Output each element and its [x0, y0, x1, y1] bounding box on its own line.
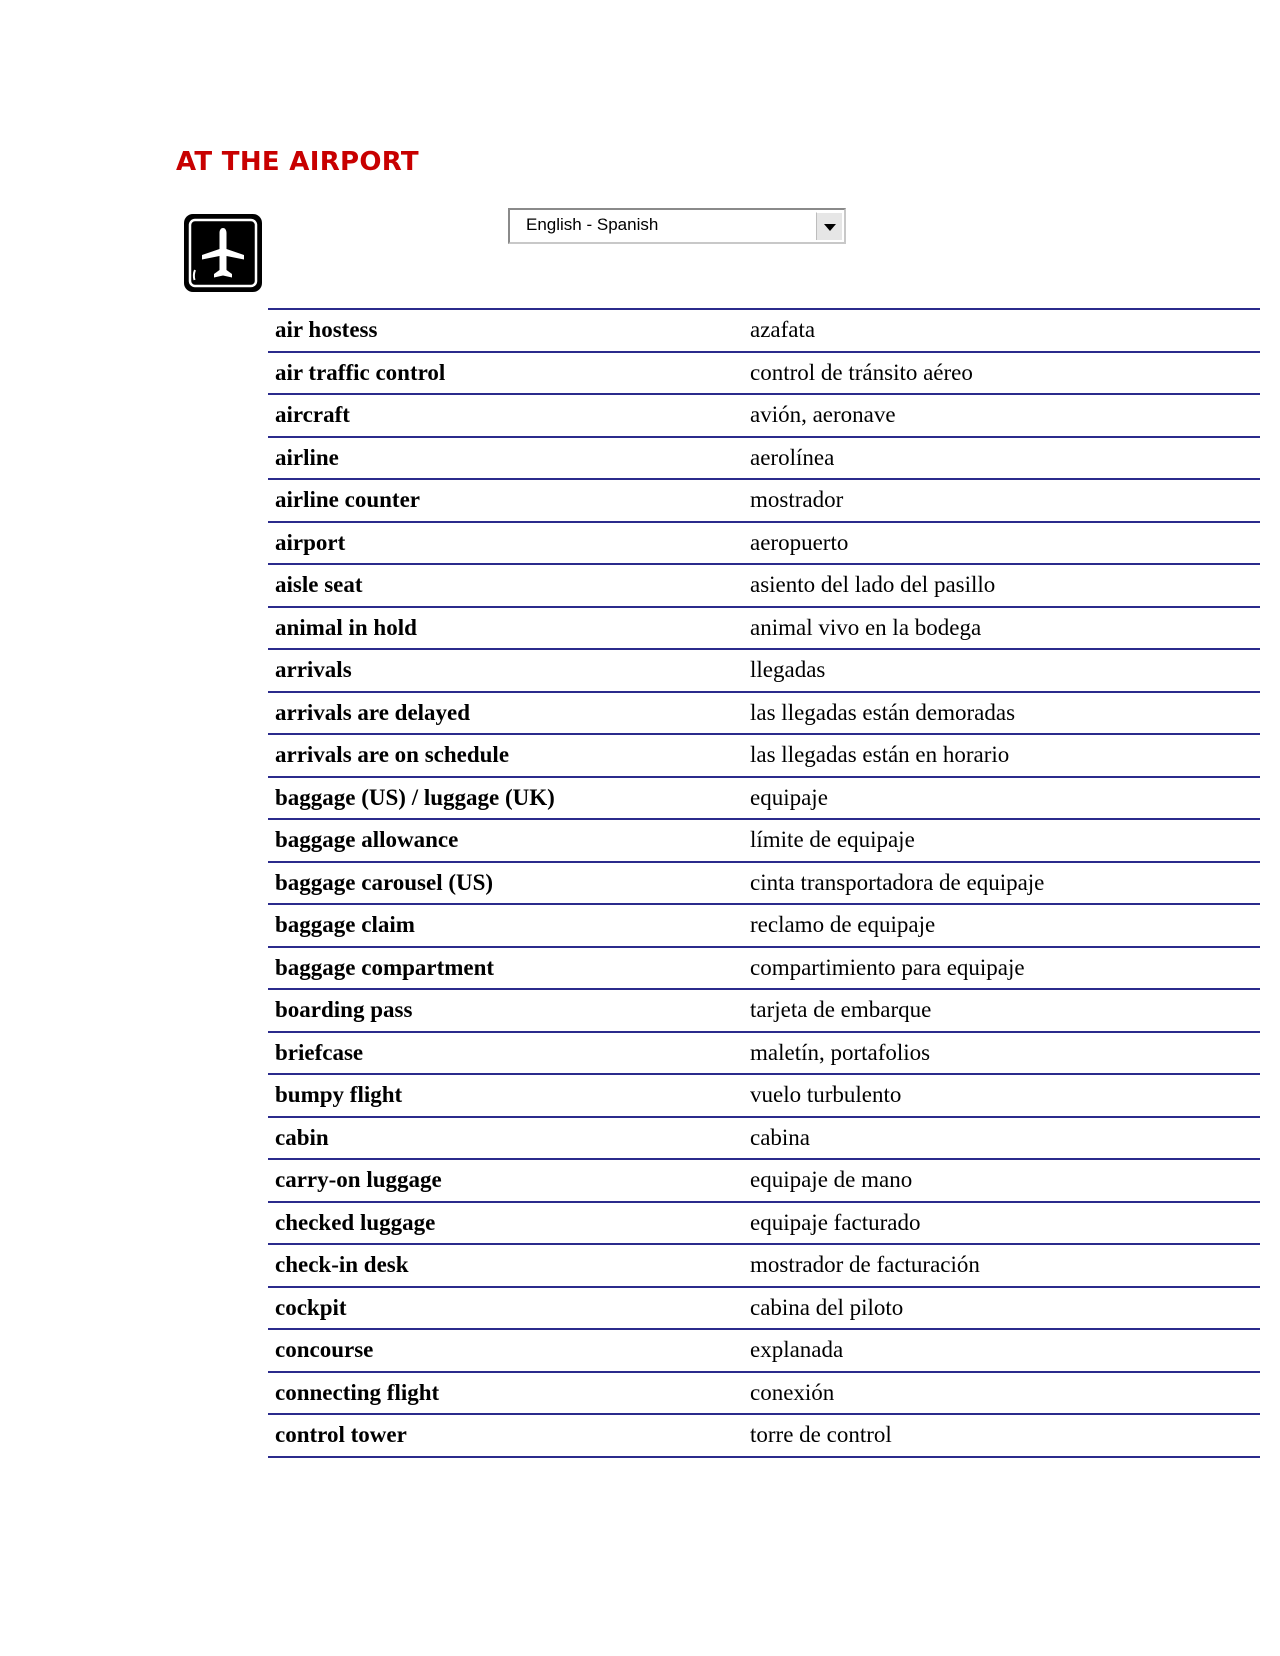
- translation-cell: cinta transportadora de equipaje: [743, 862, 1260, 905]
- table-row: [268, 947, 1260, 990]
- translation-cell: avión, aeronave: [743, 394, 1260, 437]
- term-cell: arrivals are on schedule: [268, 734, 743, 777]
- translation-cell: control de tránsito aéreo: [743, 352, 1260, 395]
- table-row: [268, 352, 1260, 395]
- table-row: [268, 904, 1260, 947]
- translation-cell: animal vivo en la bodega: [743, 607, 1260, 650]
- term-cell: baggage claim: [268, 904, 743, 947]
- table-row: [268, 1329, 1260, 1372]
- translation-cell: reclamo de equipaje: [743, 904, 1260, 947]
- page-title: AT THE AIRPORT: [176, 147, 419, 177]
- translation-cell: equipaje de mano: [743, 1159, 1260, 1202]
- table-row: [268, 1372, 1260, 1415]
- term-cell: boarding pass: [268, 989, 743, 1032]
- term-cell: arrivals are delayed: [268, 692, 743, 735]
- term-cell: control tower: [268, 1414, 743, 1457]
- translation-cell: cabina: [743, 1117, 1260, 1160]
- table-row: [268, 1202, 1260, 1245]
- term-cell: connecting flight: [268, 1372, 743, 1415]
- glossary-body: [268, 309, 1260, 1457]
- translation-cell: maletín, portafolios: [743, 1032, 1260, 1075]
- term-cell: aisle seat: [268, 564, 743, 607]
- table-row: [268, 437, 1260, 480]
- translation-cell: aeropuerto: [743, 522, 1260, 565]
- table-row: [268, 1414, 1260, 1457]
- table-row: [268, 1159, 1260, 1202]
- glossary-table: [268, 308, 1260, 1458]
- language-select[interactable]: [508, 208, 846, 244]
- table-row: [268, 989, 1260, 1032]
- term-cell: aircraft: [268, 394, 743, 437]
- table-row: [268, 1032, 1260, 1075]
- table-row: [268, 819, 1260, 862]
- translation-cell: equipaje facturado: [743, 1202, 1260, 1245]
- translation-cell: límite de equipaje: [743, 819, 1260, 862]
- translation-cell: cabina del piloto: [743, 1287, 1260, 1330]
- translation-cell: azafata: [743, 309, 1260, 352]
- table-row: [268, 309, 1260, 352]
- table-row: [268, 607, 1260, 650]
- table-row: [268, 1074, 1260, 1117]
- table-row: [268, 1287, 1260, 1330]
- term-cell: concourse: [268, 1329, 743, 1372]
- translation-cell: asiento del lado del pasillo: [743, 564, 1260, 607]
- translation-cell: tarjeta de embarque: [743, 989, 1260, 1032]
- term-cell: arrivals: [268, 649, 743, 692]
- translation-cell: llegadas: [743, 649, 1260, 692]
- translation-cell: equipaje: [743, 777, 1260, 820]
- translation-cell: torre de control: [743, 1414, 1260, 1457]
- table-row: [268, 522, 1260, 565]
- chevron-down-icon[interactable]: [816, 212, 842, 240]
- term-cell: airport: [268, 522, 743, 565]
- table-row: [268, 394, 1260, 437]
- term-cell: cabin: [268, 1117, 743, 1160]
- airplane-icon: [182, 212, 264, 294]
- term-cell: carry-on luggage: [268, 1159, 743, 1202]
- translation-cell: aerolínea: [743, 437, 1260, 480]
- table-row: [268, 564, 1260, 607]
- table-row: [268, 734, 1260, 777]
- translation-cell: mostrador de facturación: [743, 1244, 1260, 1287]
- translation-cell: vuelo turbulento: [743, 1074, 1260, 1117]
- term-cell: air traffic control: [268, 352, 743, 395]
- table-row: [268, 692, 1260, 735]
- term-cell: airline counter: [268, 479, 743, 522]
- table-row: [268, 479, 1260, 522]
- translation-cell: las llegadas están en horario: [743, 734, 1260, 777]
- table-row: [268, 1117, 1260, 1160]
- term-cell: baggage (US) / luggage (UK): [268, 777, 743, 820]
- term-cell: briefcase: [268, 1032, 743, 1075]
- table-row: [268, 1244, 1260, 1287]
- term-cell: baggage carousel (US): [268, 862, 743, 905]
- table-row: [268, 777, 1260, 820]
- translation-cell: las llegadas están demoradas: [743, 692, 1260, 735]
- translation-cell: conexión: [743, 1372, 1260, 1415]
- table-row: [268, 862, 1260, 905]
- term-cell: cockpit: [268, 1287, 743, 1330]
- translation-cell: explanada: [743, 1329, 1260, 1372]
- term-cell: airline: [268, 437, 743, 480]
- translation-cell: mostrador: [743, 479, 1260, 522]
- term-cell: checked luggage: [268, 1202, 743, 1245]
- term-cell: baggage compartment: [268, 947, 743, 990]
- term-cell: air hostess: [268, 309, 743, 352]
- table-row: [268, 649, 1260, 692]
- language-select-value: English - Spanish: [526, 215, 659, 234]
- term-cell: check-in desk: [268, 1244, 743, 1287]
- term-cell: baggage allowance: [268, 819, 743, 862]
- translation-cell: compartimiento para equipaje: [743, 947, 1260, 990]
- term-cell: animal in hold: [268, 607, 743, 650]
- term-cell: bumpy flight: [268, 1074, 743, 1117]
